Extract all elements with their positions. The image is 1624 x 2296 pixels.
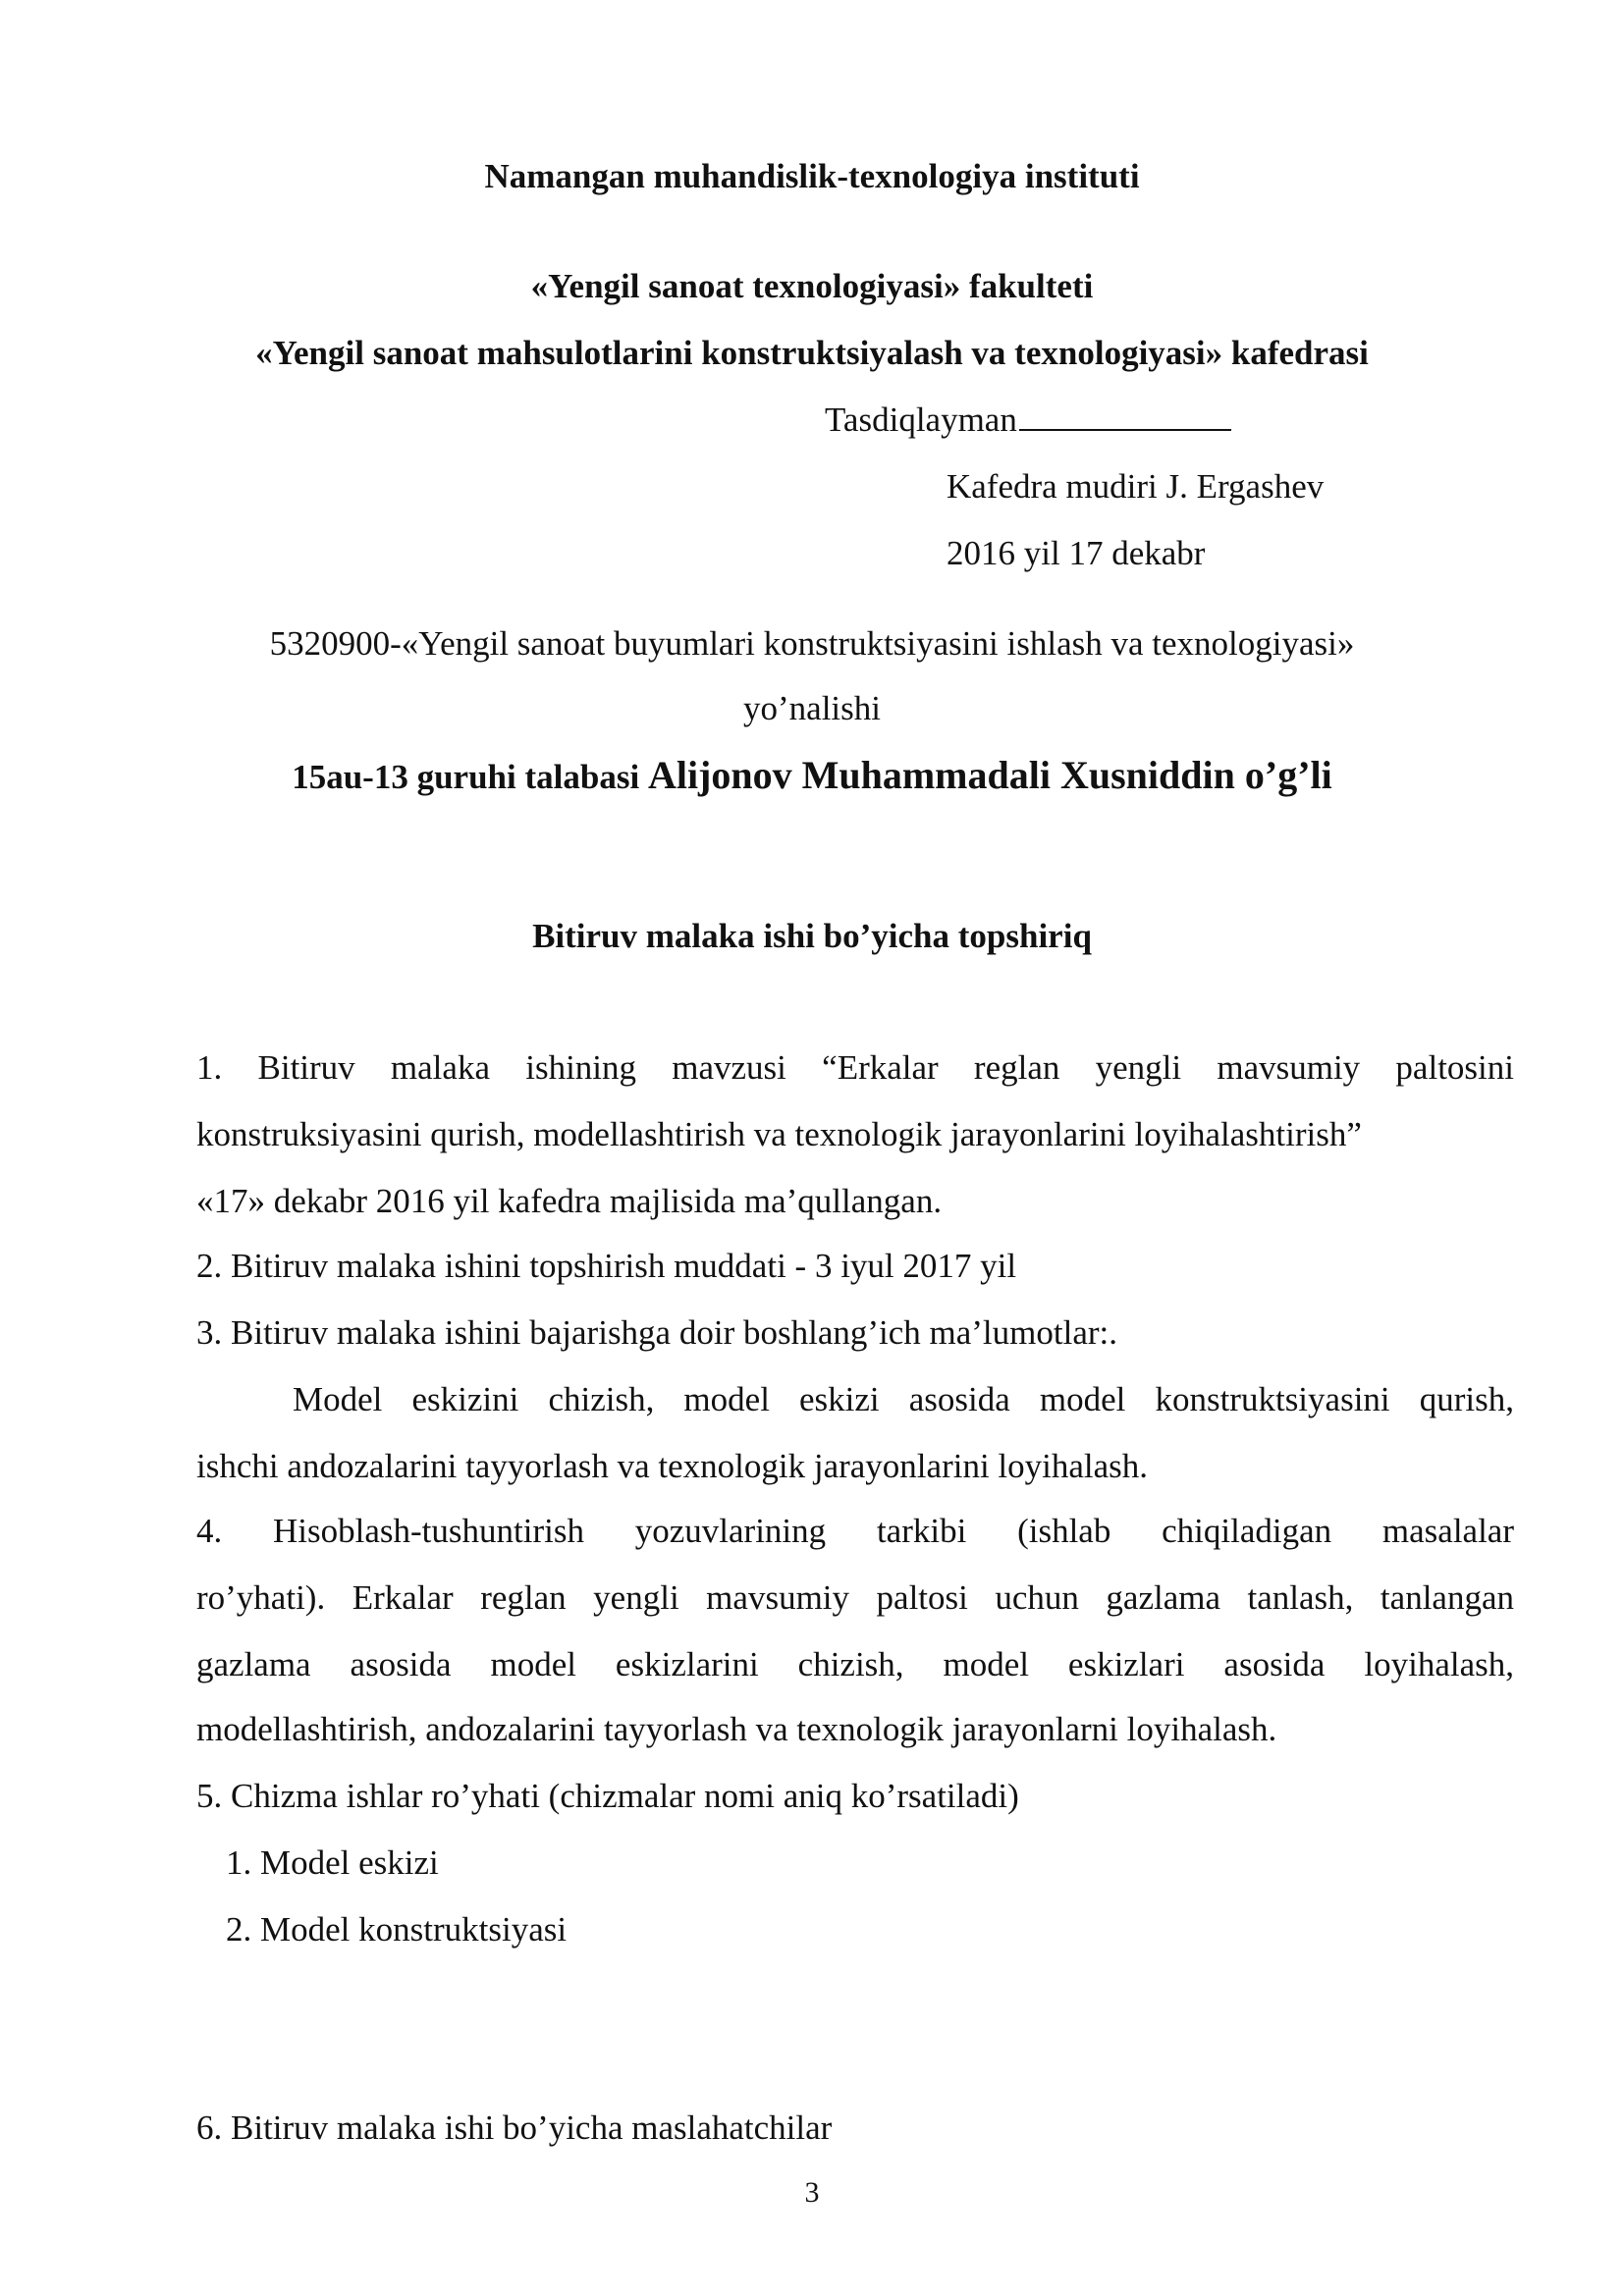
- item-1-line-3: «17» dekabr 2016 yil kafedra majlisida ma’qullangan.: [196, 1182, 943, 1220]
- program-line-1: 5320900-«Yengil sanoat buyumlari konstruktsiyasini ishlash va texnologiyasi»: [269, 624, 1355, 663]
- item-4-line-3: gazlama asosida model eskizlarini chizish, model eskizlari asosida loyihalash,: [196, 1645, 1514, 1683]
- signature-blank: [1019, 400, 1231, 431]
- item-3: 3. Bitiruv malaka ishini bajarishga doir boshlang’ich ma’lumotlar:.: [196, 1313, 1117, 1352]
- program-line-2: yo’nalishi: [743, 689, 881, 727]
- item-6: 6. Bitiruv malaka ishi bo’yicha maslahatchilar: [196, 2109, 833, 2147]
- student-line: [0, 754, 1624, 799]
- faculty-name: «Yengil sanoat texnologiyasi» fakulteti: [530, 267, 1094, 305]
- department-name: «Yengil sanoat mahsulotlarini konstruktsiyalash va texnologiyasi» kafedrasi: [255, 334, 1369, 372]
- item-5-sub-1: 1. Model eskizi: [226, 1843, 439, 1882]
- item-4-line-1: 4. Hisoblash-tushuntirish yozuvlarining tarkibi (ishlab chiqiladigan masalalar: [196, 1512, 1514, 1550]
- item-2: 2. Bitiruv malaka ishini topshirish muddati - 3 iyul 2017 yil: [196, 1247, 1017, 1285]
- institute-name: Namangan muhandislik-texnologiya instituti: [484, 157, 1140, 195]
- item-1-line-2: konstruksiyasini qurish, modellashtirish va texnologik jarayonlarini loyihalashtirish”: [196, 1115, 1362, 1153]
- approval-date: 2016 yil 17 dekabr: [947, 534, 1206, 572]
- item-5: 5. Chizma ishlar ro’yhati (chizmalar nomi aniq ko’rsatiladi): [196, 1777, 1019, 1815]
- approve-label: Tasdiqlayman: [825, 400, 1017, 439]
- item-4-line-4: modellashtirish, andozalarini tayyorlash va texnologik jarayonlarni loyihalash.: [196, 1710, 1277, 1748]
- item-3-detail-line-2: ishchi andozalarini tayyorlash va texnologik jarayonlarini loyihalash.: [196, 1447, 1149, 1485]
- student-prefix: 15au-13 guruhi talabasi: [292, 758, 640, 796]
- item-4-line-2: ro’yhati). Erkalar reglan yengli mavsumiy paltosi uchun gazlama tanlash, tanlangan: [196, 1578, 1514, 1617]
- item-1-line-1: 1. Bitiruv malaka ishining mavzusi “Erkalar reglan yengli mavsumiy paltosini: [196, 1048, 1514, 1087]
- document-title: Bitiruv malaka ishi bo’yicha topshiriq: [532, 917, 1092, 955]
- student-name: Alijonov Muhammadali Xusniddin o’g’li: [647, 753, 1332, 797]
- page-number: 3: [804, 2176, 820, 2209]
- department-head: Kafedra mudiri J. Ergashev: [947, 467, 1325, 506]
- item-3-detail-line-1: Model eskizini chizish, model eskizi asosida model konstruktsiyasini qurish,: [293, 1380, 1514, 1418]
- approval-line: [825, 399, 1231, 442]
- item-5-sub-2: 2. Model konstruktsiyasi: [226, 1910, 568, 1949]
